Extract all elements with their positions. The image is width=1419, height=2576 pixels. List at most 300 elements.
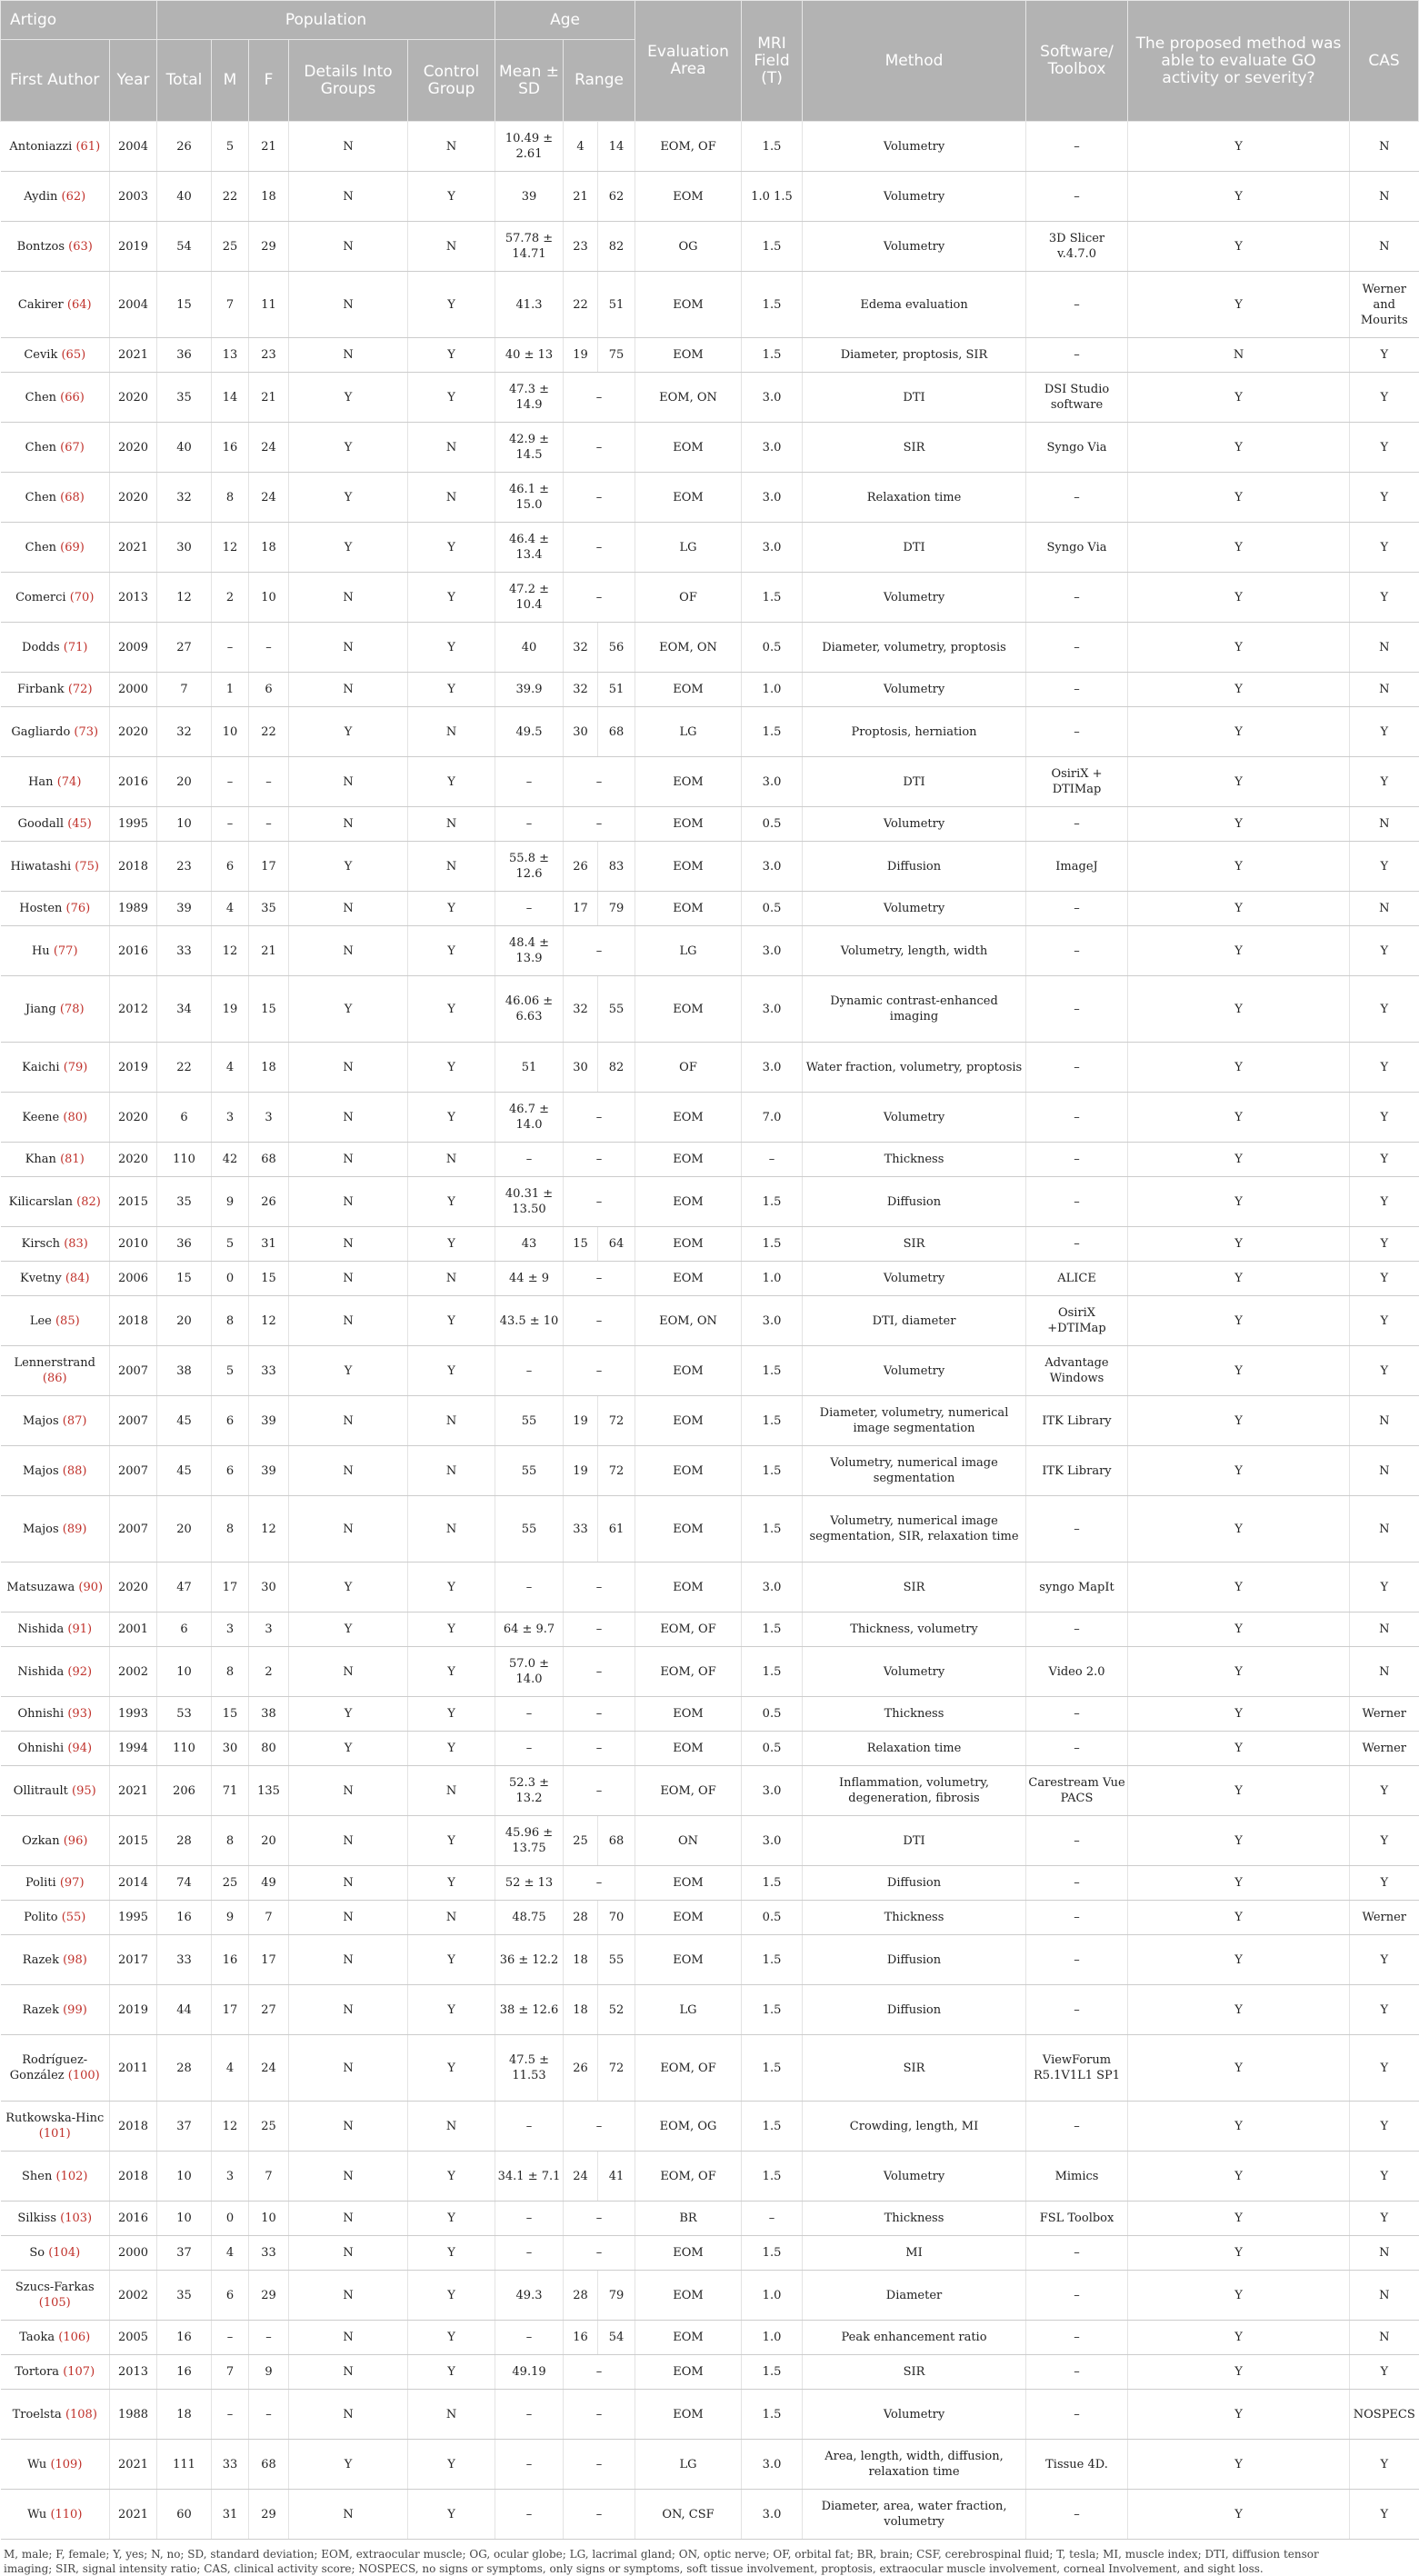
cell-m: 1 xyxy=(212,673,249,707)
cell-total: 12 xyxy=(157,573,212,623)
cell-year: 2020 xyxy=(110,473,157,523)
cell-mri: 1.5 xyxy=(742,122,803,172)
reference-link[interactable]: (105) xyxy=(38,2296,71,2310)
author-name: Lee xyxy=(29,1313,52,1328)
reference-link[interactable]: (79) xyxy=(63,1060,88,1074)
cell-soft: – xyxy=(1026,1901,1128,1935)
cell-total: 10 xyxy=(157,807,212,842)
cell-mean: – xyxy=(495,892,564,926)
cell-mri: 3.0 xyxy=(742,523,803,573)
cell-total: 16 xyxy=(157,1901,212,1935)
reference-link[interactable]: (73) xyxy=(74,724,99,739)
reference-link[interactable]: (108) xyxy=(65,2407,97,2421)
cell-range: – xyxy=(564,1697,635,1732)
table-body xyxy=(1,122,1419,2540)
reference-link[interactable]: (84) xyxy=(65,1272,90,1285)
cell-f: 39 xyxy=(249,1396,289,1446)
cell-eval: EOM xyxy=(635,976,742,1043)
cell-soft: – xyxy=(1026,1935,1128,1985)
cell-total: 110 xyxy=(157,1143,212,1177)
reference-link[interactable]: (65) xyxy=(61,348,86,362)
table-row xyxy=(1,707,1419,757)
cell-total: 34 xyxy=(157,976,212,1043)
cell-range: – xyxy=(564,1346,635,1396)
cell-prop: Y xyxy=(1128,2271,1350,2321)
cell-soft: – xyxy=(1026,1985,1128,2035)
cell-mri: 0.5 xyxy=(742,1732,803,1766)
table-row xyxy=(1,523,1419,573)
cell-ctrl: Y xyxy=(408,338,495,373)
cell-det: N xyxy=(289,1396,408,1446)
reference-link[interactable]: (101) xyxy=(38,2127,71,2141)
cell-mri: 1.5 xyxy=(742,1396,803,1446)
cell-ctrl: Y xyxy=(408,1612,495,1647)
cell-year: 2021 xyxy=(110,338,157,373)
cell-ctrl: N xyxy=(408,2390,495,2440)
reference-link[interactable]: (83) xyxy=(64,1237,88,1251)
cell-f: 21 xyxy=(249,122,289,172)
author-name: Taoka xyxy=(19,2331,55,2344)
cell-prop: Y xyxy=(1128,222,1350,272)
reference-link[interactable]: (100) xyxy=(67,2069,100,2082)
reference-link[interactable]: (75) xyxy=(75,859,99,874)
cell-det: N xyxy=(289,673,408,707)
cell-m: 12 xyxy=(212,523,249,573)
cell-m: 12 xyxy=(212,2102,249,2152)
cell-mean: 44 ± 9 xyxy=(495,1262,564,1296)
cell-eval: BR xyxy=(635,2202,742,2236)
cell-mean: 49.19 xyxy=(495,2355,564,2390)
reference-link[interactable]: (104) xyxy=(48,2246,81,2260)
cell-m: 42 xyxy=(212,1143,249,1177)
reference-link[interactable]: (66) xyxy=(60,390,85,404)
reference-link[interactable]: (89) xyxy=(62,1522,87,1536)
cell-eval: OG xyxy=(635,222,742,272)
cell-cas: Y xyxy=(1350,523,1419,573)
cell-soft: – xyxy=(1026,1816,1128,1866)
cell-cas: N xyxy=(1350,2321,1419,2355)
cell-prop: Y xyxy=(1128,892,1350,926)
cell-det: Y xyxy=(289,842,408,892)
cell-method: Volumetry xyxy=(803,892,1026,926)
cell-ctrl: Y xyxy=(408,1177,495,1227)
cell-soft: ITK Library xyxy=(1026,1396,1128,1446)
table-row xyxy=(1,1697,1419,1732)
cell-mri: 1.5 xyxy=(742,1647,803,1697)
cell-first-author xyxy=(1,2102,110,2152)
reference-link[interactable]: (110) xyxy=(50,2507,83,2521)
author-name: Cakirer xyxy=(17,297,64,312)
cell-cas: Y xyxy=(1350,473,1419,523)
cell-mri: 0.5 xyxy=(742,623,803,673)
reference-link[interactable]: (55) xyxy=(61,1911,86,1924)
cell-eval: EOM xyxy=(635,1732,742,1766)
author-name: Nishida xyxy=(17,1664,65,1679)
cell-ctrl: N xyxy=(408,1262,495,1296)
cell-det: Y xyxy=(289,2440,408,2490)
cell-method: Dynamic contrast-enhanced imaging xyxy=(803,976,1026,1043)
cell-year: 1994 xyxy=(110,1732,157,1766)
cell-range-max: 14 xyxy=(598,122,635,172)
cell-range-min: 28 xyxy=(564,2271,598,2321)
reference-link[interactable]: (107) xyxy=(63,2365,95,2379)
reference-link[interactable]: (64) xyxy=(66,297,92,312)
cell-prop: Y xyxy=(1128,757,1350,807)
cell-prop: Y xyxy=(1128,1732,1350,1766)
cell-total: 33 xyxy=(157,1935,212,1985)
cell-mri: 1.5 xyxy=(742,2035,803,2102)
cell-f: 18 xyxy=(249,1043,289,1093)
cell-m: – xyxy=(212,623,249,673)
cell-det: N xyxy=(289,272,408,338)
author-name: Razek xyxy=(22,1952,59,1967)
reference-link[interactable]: (92) xyxy=(67,1664,93,1679)
cell-eval: EOM xyxy=(635,1901,742,1935)
cell-soft: Syngo Via xyxy=(1026,523,1128,573)
cell-mri: 3.0 xyxy=(742,1816,803,1866)
cell-cas: N xyxy=(1350,122,1419,172)
cell-prop: Y xyxy=(1128,1227,1350,1262)
cell-first-author xyxy=(1,1143,110,1177)
cell-range-min: 33 xyxy=(564,1496,598,1563)
table-row xyxy=(1,1816,1419,1866)
cell-range-min: 32 xyxy=(564,623,598,673)
cell-ctrl: N xyxy=(408,1496,495,1563)
cell-mean: 49.3 xyxy=(495,2271,564,2321)
cell-prop: Y xyxy=(1128,523,1350,573)
author-name: Rodríguez-González xyxy=(9,2053,88,2082)
cell-first-author xyxy=(1,707,110,757)
reference-link[interactable]: (97) xyxy=(59,1876,85,1890)
cell-cas: N xyxy=(1350,222,1419,272)
cell-range: – xyxy=(564,373,635,423)
cell-ctrl: Y xyxy=(408,1227,495,1262)
author-name: Polito xyxy=(24,1911,58,1924)
cell-method: Volumetry xyxy=(803,1262,1026,1296)
cell-eval: EOM xyxy=(635,2236,742,2271)
author-name: Razek xyxy=(22,2002,59,2017)
table-row xyxy=(1,1262,1419,1296)
cell-year: 2021 xyxy=(110,2440,157,2490)
cell-eval: EOM, OF xyxy=(635,122,742,172)
cell-soft: – xyxy=(1026,673,1128,707)
cell-method: Volumetry xyxy=(803,1093,1026,1143)
cell-f: 15 xyxy=(249,1262,289,1296)
cell-mri: 1.5 xyxy=(742,2390,803,2440)
cell-prop: Y xyxy=(1128,573,1350,623)
cell-mean: 46.1 ± 15.0 xyxy=(495,473,564,523)
cell-f: 11 xyxy=(249,272,289,338)
reference-link[interactable]: (61) xyxy=(75,139,101,154)
cell-m: 14 xyxy=(212,373,249,423)
cell-total: 20 xyxy=(157,757,212,807)
cell-m: 13 xyxy=(212,338,249,373)
cell-f: 21 xyxy=(249,926,289,976)
cell-mri: 1.5 xyxy=(742,2236,803,2271)
reference-link[interactable]: (91) xyxy=(67,1622,93,1636)
author-name: Hiwatashi xyxy=(10,859,72,874)
cell-first-author xyxy=(1,1346,110,1396)
cell-prop: Y xyxy=(1128,1093,1350,1143)
cell-method: Volumetry, numerical image segmentation, SIR, relaxation time xyxy=(803,1496,1026,1563)
author-name: Cevik xyxy=(24,348,58,362)
cell-range-max: 72 xyxy=(598,1446,635,1496)
cell-first-author xyxy=(1,423,110,473)
reference-link[interactable]: (76) xyxy=(65,902,91,915)
cell-ctrl: N xyxy=(408,122,495,172)
cell-eval: EOM xyxy=(635,423,742,473)
cell-first-author xyxy=(1,1816,110,1866)
cell-range: – xyxy=(564,1866,635,1901)
cell-range-max: 61 xyxy=(598,1496,635,1563)
cell-f: 3 xyxy=(249,1093,289,1143)
cell-ctrl: Y xyxy=(408,1732,495,1766)
cell-eval: ON, CSF xyxy=(635,2490,742,2540)
cell-prop: Y xyxy=(1128,473,1350,523)
cell-method: Volumetry xyxy=(803,172,1026,222)
cell-mri: 3.0 xyxy=(742,2490,803,2540)
cell-prop: Y xyxy=(1128,1496,1350,1563)
cell-soft: – xyxy=(1026,1866,1128,1901)
cell-ctrl: Y xyxy=(408,1647,495,1697)
reference-link[interactable]: (80) xyxy=(63,1110,88,1124)
cell-det: N xyxy=(289,122,408,172)
cell-eval: EOM, OF xyxy=(635,1766,742,1816)
cell-total: 20 xyxy=(157,1296,212,1346)
cell-method: DTI xyxy=(803,1816,1026,1866)
cell-range: – xyxy=(564,1563,635,1612)
cell-total: 54 xyxy=(157,222,212,272)
table-row xyxy=(1,1866,1419,1901)
cell-f: 29 xyxy=(249,222,289,272)
reference-link[interactable]: (68) xyxy=(60,490,85,504)
cell-first-author xyxy=(1,2440,110,2490)
cell-total: 40 xyxy=(157,423,212,473)
cell-soft: – xyxy=(1026,573,1128,623)
reference-link[interactable]: (67) xyxy=(60,440,85,454)
reference-link[interactable]: (77) xyxy=(53,944,78,958)
author-name: Matsuzawa xyxy=(6,1580,75,1594)
cell-range-min: 22 xyxy=(564,272,598,338)
cell-range-min: 30 xyxy=(564,707,598,757)
cell-eval: EOM xyxy=(635,2355,742,2390)
cell-cas: Y xyxy=(1350,2102,1419,2152)
cell-det: Y xyxy=(289,1346,408,1396)
cell-prop: Y xyxy=(1128,1612,1350,1647)
reference-link[interactable]: (85) xyxy=(55,1313,80,1328)
cell-range-min: 19 xyxy=(564,338,598,373)
cell-m: 15 xyxy=(212,1697,249,1732)
cell-total: 36 xyxy=(157,338,212,373)
cell-cas: N xyxy=(1350,1647,1419,1697)
cell-mri: 3.0 xyxy=(742,976,803,1043)
cell-total: 18 xyxy=(157,2390,212,2440)
reference-link[interactable]: (87) xyxy=(62,1413,87,1428)
reference-link[interactable]: (62) xyxy=(61,189,86,204)
reference-link[interactable]: (109) xyxy=(50,2457,83,2471)
table-row xyxy=(1,222,1419,272)
cell-first-author xyxy=(1,673,110,707)
cell-eval: EOM xyxy=(635,673,742,707)
cell-eval: EOM xyxy=(635,892,742,926)
reference-link[interactable]: (82) xyxy=(76,1194,101,1209)
cell-soft: – xyxy=(1026,2390,1128,2440)
reference-link[interactable]: (106) xyxy=(58,2331,91,2344)
reference-link[interactable]: (81) xyxy=(60,1153,85,1166)
cell-cas: N xyxy=(1350,892,1419,926)
cell-method: Volumetry xyxy=(803,1647,1026,1697)
cell-m: 4 xyxy=(212,2035,249,2102)
cell-det: N xyxy=(289,1496,408,1563)
cell-prop: Y xyxy=(1128,1766,1350,1816)
cell-year: 2011 xyxy=(110,2035,157,2102)
cell-method: Diameter, proptosis, SIR xyxy=(803,338,1026,373)
cell-f: 6 xyxy=(249,673,289,707)
cell-total: 60 xyxy=(157,2490,212,2540)
cell-first-author xyxy=(1,1296,110,1346)
cell-method: Diameter, volumetry, proptosis xyxy=(803,623,1026,673)
reference-link[interactable]: (72) xyxy=(67,683,93,696)
cell-eval: EOM xyxy=(635,1346,742,1396)
header-control-group: Control Group xyxy=(408,40,495,122)
cell-eval: LG xyxy=(635,926,742,976)
cell-total: 38 xyxy=(157,1346,212,1396)
cell-total: 16 xyxy=(157,2321,212,2355)
cell-method: Volumetry, numerical image segmentation xyxy=(803,1446,1026,1496)
cell-prop: Y xyxy=(1128,673,1350,707)
cell-total: 10 xyxy=(157,1647,212,1697)
cell-eval: OF xyxy=(635,573,742,623)
cell-first-author xyxy=(1,1563,110,1612)
cell-soft: – xyxy=(1026,892,1128,926)
cell-eval: LG xyxy=(635,707,742,757)
cell-range-max: 83 xyxy=(598,842,635,892)
cell-range: – xyxy=(564,573,635,623)
cell-soft: – xyxy=(1026,976,1128,1043)
cell-mean: 36 ± 12.2 xyxy=(495,1935,564,1985)
cell-mean: 48.4 ± 13.9 xyxy=(495,926,564,976)
cell-total: 206 xyxy=(157,1766,212,1816)
cell-method: Water fraction, volumetry, proptosis xyxy=(803,1043,1026,1093)
cell-first-author xyxy=(1,373,110,423)
cell-range-max: 72 xyxy=(598,1396,635,1446)
reference-link[interactable]: (69) xyxy=(60,540,85,554)
cell-mean: 49.5 xyxy=(495,707,564,757)
cell-det: N xyxy=(289,1901,408,1935)
cell-first-author xyxy=(1,1446,110,1496)
cell-total: 110 xyxy=(157,1732,212,1766)
cell-method: Diameter, area, water fraction, volumetry xyxy=(803,2490,1026,2540)
cell-range-min: 30 xyxy=(564,1043,598,1093)
cell-f: 25 xyxy=(249,2102,289,2152)
cell-year: 2016 xyxy=(110,926,157,976)
author-name: Hu xyxy=(31,944,50,958)
cell-first-author xyxy=(1,2202,110,2236)
cell-range: – xyxy=(564,2202,635,2236)
reference-link[interactable]: (70) xyxy=(69,590,95,604)
cell-method: Thickness xyxy=(803,2202,1026,2236)
cell-m: 4 xyxy=(212,1043,249,1093)
cell-range-max: 54 xyxy=(598,2321,635,2355)
cell-f: – xyxy=(249,2321,289,2355)
cell-eval: EOM xyxy=(635,1563,742,1612)
reference-link[interactable]: (102) xyxy=(55,2169,88,2183)
author-name: Aydin xyxy=(24,189,58,204)
cell-year: 2000 xyxy=(110,673,157,707)
cell-cas: Werner xyxy=(1350,1901,1419,1935)
table-row xyxy=(1,473,1419,523)
author-name: Bontzos xyxy=(16,239,65,254)
cell-mean: 46.4 ± 13.4 xyxy=(495,523,564,573)
reference-link[interactable]: (94) xyxy=(67,1742,93,1755)
cell-soft: Video 2.0 xyxy=(1026,1647,1128,1697)
cell-m: 3 xyxy=(212,1093,249,1143)
cell-first-author xyxy=(1,1227,110,1262)
reference-link[interactable]: (98) xyxy=(63,1952,87,1967)
reference-link[interactable]: (93) xyxy=(67,1707,93,1721)
reference-link[interactable]: (63) xyxy=(68,239,93,254)
reference-link[interactable]: (45) xyxy=(67,817,92,831)
cell-cas: Y xyxy=(1350,1143,1419,1177)
cell-year: 1995 xyxy=(110,1901,157,1935)
reference-link[interactable]: (103) xyxy=(60,2212,93,2225)
cell-mean: 55 xyxy=(495,1446,564,1496)
author-name: Keene xyxy=(22,1110,60,1124)
cell-ctrl: N xyxy=(408,2102,495,2152)
table-row xyxy=(1,757,1419,807)
cell-mean: 64 ± 9.7 xyxy=(495,1612,564,1647)
cell-mri: 1.5 xyxy=(742,1346,803,1396)
cell-ctrl: N xyxy=(408,1901,495,1935)
reference-link[interactable]: (74) xyxy=(56,774,82,789)
reference-link[interactable]: (90) xyxy=(78,1580,104,1594)
cell-year: 2004 xyxy=(110,272,157,338)
reference-link[interactable]: (95) xyxy=(72,1783,96,1798)
reference-link[interactable]: (86) xyxy=(42,1372,67,1385)
cell-det: N xyxy=(289,807,408,842)
cell-range: – xyxy=(564,757,635,807)
reference-link[interactable]: (96) xyxy=(63,1833,88,1848)
cell-cas: Y xyxy=(1350,1093,1419,1143)
reference-link[interactable]: (88) xyxy=(62,1463,87,1478)
cell-cas: Y xyxy=(1350,1346,1419,1396)
author-name: Gagliardo xyxy=(11,724,71,739)
cell-soft: – xyxy=(1026,1732,1128,1766)
cell-mean: 55.8 ± 12.6 xyxy=(495,842,564,892)
cell-first-author xyxy=(1,272,110,338)
cell-prop: Y xyxy=(1128,2202,1350,2236)
cell-soft: OsiriX +DTIMap xyxy=(1026,1296,1128,1346)
table-row xyxy=(1,272,1419,338)
cell-method: Volumetry xyxy=(803,573,1026,623)
author-name: Goodall xyxy=(17,817,65,831)
cell-prop: Y xyxy=(1128,2035,1350,2102)
cell-mri: 3.0 xyxy=(742,1766,803,1816)
cell-m: 5 xyxy=(212,1346,249,1396)
cell-first-author xyxy=(1,1647,110,1697)
reference-link[interactable]: (71) xyxy=(63,640,88,654)
cell-det: N xyxy=(289,2202,408,2236)
cell-mean: – xyxy=(495,2321,564,2355)
cell-soft: syngo MapIt xyxy=(1026,1563,1128,1612)
reference-link[interactable]: (78) xyxy=(59,1002,85,1016)
cell-f: 17 xyxy=(249,842,289,892)
reference-link[interactable]: (99) xyxy=(63,2002,87,2017)
cell-mri: 0.5 xyxy=(742,1901,803,1935)
cell-soft: Tissue 4D. xyxy=(1026,2440,1128,2490)
author-name: Han xyxy=(28,774,54,789)
cell-total: 10 xyxy=(157,2202,212,2236)
